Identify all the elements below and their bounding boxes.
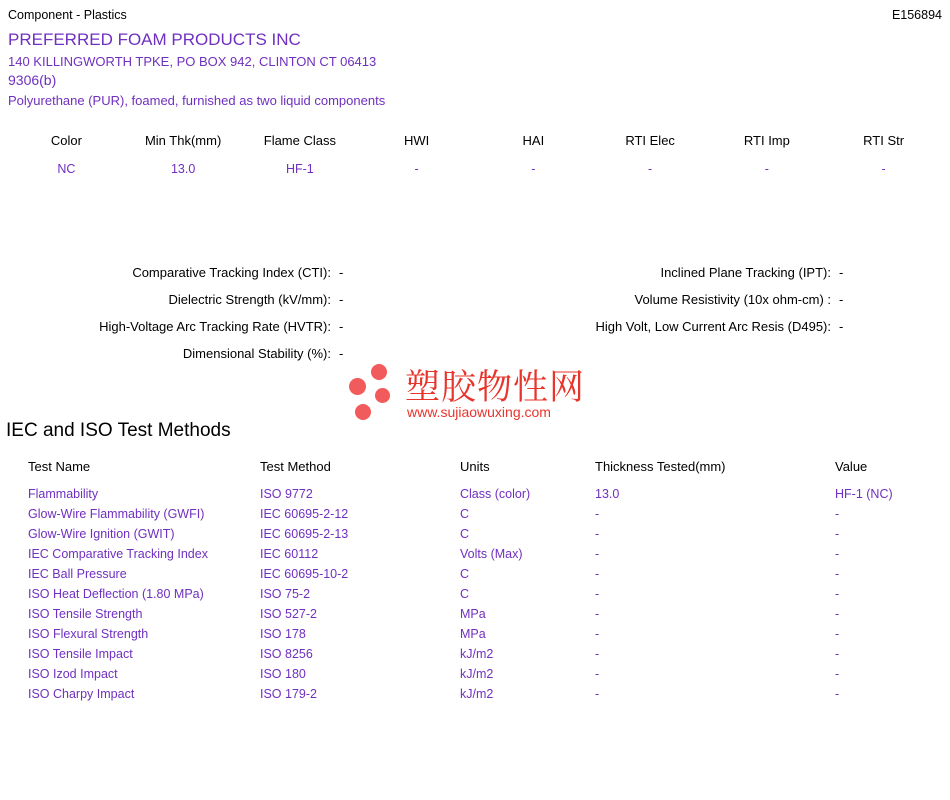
- property-dimensional-stability: [0, 346, 375, 361]
- property-dielectric-strength: [0, 292, 375, 307]
- test-thickness: -: [595, 627, 600, 641]
- test-units: C: [460, 527, 470, 541]
- property-dielectric-strength-value: -: [339, 292, 344, 307]
- test-value: -: [835, 587, 840, 601]
- test-thickness: -: [595, 507, 600, 521]
- test-units: kJ/m2: [460, 667, 494, 681]
- tests-col-test-method: Test Method: [260, 459, 331, 474]
- ratings-col-hai: HAI: [522, 133, 545, 148]
- test-value: -: [835, 567, 840, 581]
- property-dimensional-stability-value: -: [339, 346, 344, 361]
- property-d495-value: -: [839, 319, 844, 334]
- test-name: IEC Ball Pressure: [28, 567, 127, 581]
- test-name: ISO Tensile Strength: [28, 607, 143, 621]
- test-thickness: -: [595, 607, 600, 621]
- test-method: IEC 60695-2-12: [260, 507, 349, 521]
- test-method: IEC 60695-2-13: [260, 527, 349, 541]
- ratings-value-rti-elec: -: [648, 162, 653, 176]
- ratings-header-row: [8, 130, 942, 162]
- test-thickness: 13.0: [595, 487, 620, 501]
- watermark-dot: [375, 388, 390, 403]
- table-row: [28, 684, 938, 704]
- test-units: kJ/m2: [460, 647, 494, 661]
- tests-col-test-name: Test Name: [28, 459, 91, 474]
- test-units: MPa: [460, 627, 486, 641]
- test-method: ISO 527-2: [260, 607, 317, 621]
- test-units: MPa: [460, 607, 486, 621]
- test-value: -: [835, 607, 840, 621]
- test-name: ISO Heat Deflection (1.80 MPa): [28, 587, 204, 601]
- material-description: Polyurethane (PUR), foamed, furnished as two liquid components: [8, 93, 386, 108]
- test-name: ISO Flexural Strength: [28, 627, 149, 641]
- file-code: 9306(b): [8, 72, 57, 88]
- test-method: ISO 180: [260, 667, 306, 681]
- property-d495-label: High Volt, Low Current Arc Resis (D495):: [595, 319, 831, 334]
- ratings-table: [8, 130, 942, 176]
- test-method: IEC 60695-10-2: [260, 567, 349, 581]
- test-method: ISO 8256: [260, 647, 313, 661]
- ratings-col-rti-elec: RTI Elec: [625, 133, 675, 148]
- property-volume-resistivity-label: Volume Resistivity (10x ohm-cm) :: [634, 292, 831, 307]
- test-name: Flammability: [28, 487, 99, 501]
- test-method: ISO 179-2: [260, 687, 317, 701]
- test-methods-table: [28, 455, 938, 704]
- watermark-text: 塑胶物性网: [405, 368, 586, 408]
- document-header: [8, 8, 942, 22]
- tests-header-row: [28, 455, 938, 484]
- test-method: ISO 178: [260, 627, 306, 641]
- test-name: ISO Izod Impact: [28, 667, 118, 681]
- test-units: Volts (Max): [460, 547, 523, 561]
- watermark-dots-icon: [345, 364, 403, 424]
- property-dielectric-strength-label: Dielectric Strength (kV/mm):: [168, 292, 331, 307]
- test-thickness: -: [595, 567, 600, 581]
- test-thickness: -: [595, 667, 600, 681]
- test-name: Glow-Wire Ignition (GWIT): [28, 527, 175, 541]
- table-row: [28, 604, 938, 624]
- test-units: Class (color): [460, 487, 531, 501]
- property-hvtr-label: High-Voltage Arc Tracking Rate (HVTR):: [99, 319, 331, 334]
- file-number: E156894: [891, 8, 942, 22]
- property-volume-resistivity-value: -: [839, 292, 844, 307]
- tests-col-value: Value: [835, 459, 868, 474]
- ratings-col-rti-str: RTI Str: [863, 133, 905, 148]
- page-title: IEC and ISO Test Methods: [6, 420, 231, 441]
- test-units: C: [460, 567, 470, 581]
- test-method: ISO 75-2: [260, 587, 311, 601]
- property-row: [0, 292, 950, 307]
- property-dimensional-stability-label: Dimensional Stability (%):: [182, 346, 331, 361]
- test-value: -: [835, 627, 840, 641]
- table-row: [28, 524, 938, 544]
- test-units: C: [460, 587, 470, 601]
- property-ipt-label: Inclined Plane Tracking (IPT):: [660, 265, 831, 280]
- test-name: IEC Comparative Tracking Index: [28, 547, 208, 561]
- test-value: -: [835, 507, 840, 521]
- table-row: [28, 544, 938, 564]
- test-value: -: [835, 647, 840, 661]
- property-ipt: [375, 265, 875, 280]
- property-hvtr: [0, 319, 375, 334]
- test-thickness: -: [595, 527, 600, 541]
- table-row: [28, 664, 938, 684]
- table-row: [28, 644, 938, 664]
- ratings-col-rti-imp: RTI Imp: [743, 133, 790, 148]
- test-name: ISO Tensile Impact: [28, 647, 133, 661]
- property-row: [0, 319, 950, 334]
- ratings-value-hwi: -: [414, 162, 419, 176]
- table-row: [28, 504, 938, 524]
- test-value: -: [835, 547, 840, 561]
- watermark-dot: [349, 378, 366, 395]
- table-row: [28, 484, 938, 504]
- property-d495: [375, 319, 875, 334]
- ratings-col-hwi: HWI: [403, 133, 430, 148]
- test-name: ISO Charpy Impact: [28, 687, 135, 701]
- test-method: IEC 60112: [260, 547, 319, 561]
- ratings-value-rti-imp: -: [764, 162, 769, 176]
- ratings-value-min-thk: 13.0: [170, 162, 196, 176]
- table-row: [28, 584, 938, 604]
- test-value: -: [835, 687, 840, 701]
- ratings-value-color: NC: [57, 162, 76, 176]
- property-volume-resistivity: [375, 292, 875, 307]
- company-address: 140 KILLINGWORTH TPKE, PO BOX 942, CLINTON CT 06413: [8, 54, 377, 69]
- property-cti-value: -: [339, 265, 344, 280]
- table-row: [8, 162, 942, 176]
- property-cti-label: Comparative Tracking Index (CTI):: [132, 265, 331, 280]
- test-value: HF-1 (NC): [835, 487, 893, 501]
- property-row: [0, 346, 950, 361]
- test-method: ISO 9772: [260, 487, 313, 501]
- ratings-col-flame-class: Flame Class: [263, 133, 336, 148]
- test-units: kJ/m2: [460, 687, 494, 701]
- properties-block: [0, 265, 950, 373]
- tests-col-thickness: Thickness Tested(mm): [595, 459, 726, 474]
- test-value: -: [835, 527, 840, 541]
- table-row: [28, 624, 938, 644]
- property-ipt-value: -: [839, 265, 844, 280]
- watermark-url: www.sujiaowuxing.com: [407, 404, 551, 420]
- property-hvtr-value: -: [339, 319, 344, 334]
- ratings-col-color: Color: [50, 133, 82, 148]
- test-thickness: -: [595, 547, 600, 561]
- test-name: Glow-Wire Flammability (GWFI): [28, 507, 205, 521]
- header-title: Component - Plastics: [8, 8, 127, 22]
- property-row: [0, 265, 950, 280]
- company-name: PREFERRED FOAM PRODUCTS INC: [8, 30, 301, 49]
- property-empty: [375, 346, 875, 361]
- test-thickness: -: [595, 687, 600, 701]
- test-value: -: [835, 667, 840, 681]
- ratings-col-min-thk: Min Thk(mm): [144, 133, 222, 148]
- table-row: [28, 564, 938, 584]
- tests-col-units: Units: [460, 459, 490, 474]
- test-thickness: -: [595, 647, 600, 661]
- ratings-value-flame-class: HF-1: [285, 162, 314, 176]
- test-thickness: -: [595, 587, 600, 601]
- test-units: C: [460, 507, 470, 521]
- property-cti: [0, 265, 375, 280]
- ratings-value-rti-str: -: [881, 162, 886, 176]
- watermark-dot: [355, 404, 371, 420]
- ratings-value-hai: -: [531, 162, 536, 176]
